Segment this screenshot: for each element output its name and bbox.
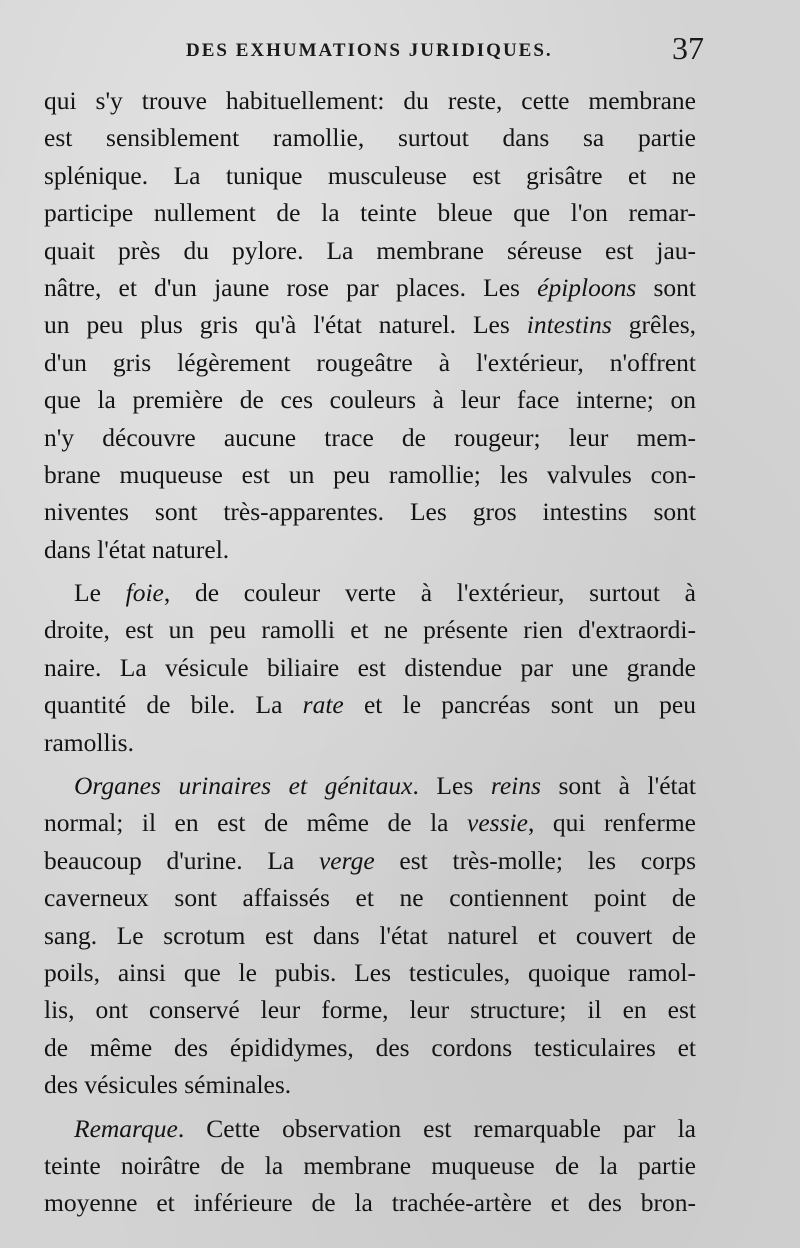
text-run: , de couleur verte à l'extérieur, surtout à xyxy=(163,578,696,608)
text-line xyxy=(44,531,696,568)
text-run: moyenne et inférieure de la trachée-artère et des bron- xyxy=(44,1188,696,1218)
running-head: DES EXHUMATIONS JURIDIQUES. xyxy=(186,40,553,61)
text-line xyxy=(44,119,696,156)
text-line xyxy=(44,419,696,456)
italic-term: foie xyxy=(125,578,164,608)
text-line xyxy=(44,306,696,343)
text-run: ramollis. xyxy=(44,727,134,757)
text-line xyxy=(44,954,696,991)
text-run: . Cette observation est remarquable par la xyxy=(177,1113,696,1143)
text-run: sont xyxy=(636,272,696,302)
text-line xyxy=(44,767,696,804)
text-line xyxy=(44,194,696,231)
text-line xyxy=(44,157,696,194)
text-line xyxy=(44,991,696,1028)
italic-term: reins xyxy=(490,771,541,801)
text-line xyxy=(44,493,696,530)
text-line xyxy=(44,82,696,119)
italic-term: Remarque xyxy=(74,1113,178,1143)
text-line xyxy=(44,724,696,761)
text-line xyxy=(44,611,696,648)
text-line xyxy=(44,1110,696,1147)
italic-term: intestins xyxy=(526,310,612,340)
text-line xyxy=(44,269,696,306)
text-run: niventes sont très-apparentes. Les gros intestins sont xyxy=(44,497,696,527)
paragraph xyxy=(44,1110,696,1222)
text-run: et le pancréas sont un peu xyxy=(343,690,696,720)
text-line xyxy=(44,574,696,611)
text-line xyxy=(44,804,696,841)
text-run: que la première de ces couleurs à leur face interne; on xyxy=(44,385,696,415)
text-run: lis, ont conservé leur forme, leur structure; il en est xyxy=(44,995,696,1025)
italic-term: verge xyxy=(318,845,375,875)
paragraph xyxy=(44,767,696,1104)
text-run: dans l'état naturel. xyxy=(44,534,230,564)
text-line xyxy=(44,1029,696,1066)
text-line xyxy=(44,1066,696,1103)
text-run: droite, est un peu ramolli et ne présente rien d'extraordi- xyxy=(44,615,696,645)
text-run: participe nullement de la teinte bleue que l'on remar- xyxy=(44,198,696,228)
text-line xyxy=(44,344,696,381)
text-run: est très-molle; les corps xyxy=(374,845,697,875)
text-run: d'un gris légèrement rougeâtre à l'extérieur, n'offrent xyxy=(44,347,696,377)
text-run: teinte noirâtre de la membrane muqueuse de la partie xyxy=(44,1150,696,1180)
text-run: quantité de bile. La xyxy=(44,690,303,720)
text-run: Le xyxy=(74,578,126,608)
text-run: , qui renferme xyxy=(527,808,696,838)
text-run: un peu plus gris qu'à l'état naturel. Les xyxy=(44,310,527,340)
text-run: des vésicules séminales. xyxy=(44,1070,292,1100)
italic-term: rate xyxy=(302,690,344,720)
text-line xyxy=(44,456,696,493)
italic-term: Organes urinaires et génitaux xyxy=(74,771,413,801)
paragraph xyxy=(44,82,696,568)
text-line xyxy=(44,381,696,418)
text-run: poils, ainsi que le pubis. Les testicules, quoique ramol- xyxy=(44,957,696,987)
text-line xyxy=(44,879,696,916)
text-run: n'y découvre aucune trace de rougeur; leur mem- xyxy=(44,422,696,452)
text-run: caverneux sont affaissés et ne contiennent point de xyxy=(44,883,696,913)
text-run: splénique. La tunique musculeuse est grisâtre et ne xyxy=(44,160,696,190)
italic-term: épiploons xyxy=(537,272,637,302)
text-run: sang. Le scrotum est dans l'état naturel et couvert de xyxy=(44,920,696,950)
paragraph xyxy=(44,574,696,761)
text-line xyxy=(44,1147,696,1184)
text-run: normal; il en est de même de la xyxy=(44,808,468,838)
text-line xyxy=(44,649,696,686)
text-run: beaucoup d'urine. La xyxy=(44,845,319,875)
text-run: qui s'y trouve habituellement: du reste, cette membrane xyxy=(44,86,696,115)
text-line xyxy=(44,842,696,879)
text-run: . Les xyxy=(412,771,491,801)
page-number: 37 xyxy=(672,30,704,66)
text-run: est sensiblement ramollie, surtout dans sa partie xyxy=(44,123,696,153)
text-run: brane muqueuse est un peu ramollie; les valvules con- xyxy=(44,459,696,489)
text-line xyxy=(44,917,696,954)
text-line xyxy=(44,1184,696,1221)
text-run: de même des épididymes, des cordons testiculaires et xyxy=(44,1032,696,1062)
text-run: nâtre, et d'un jaune rose par places. Les xyxy=(44,272,538,302)
italic-term: vessie xyxy=(467,808,528,838)
text-run: sont à l'état xyxy=(540,771,697,801)
text-run: naire. La vésicule biliaire est distendue par une grande xyxy=(44,652,696,682)
text-line xyxy=(44,686,696,723)
text-run: grêles, xyxy=(611,310,696,340)
text-line xyxy=(44,232,696,269)
text-run: quait près du pylore. La membrane séreuse est jau- xyxy=(44,235,696,265)
body-text xyxy=(44,82,696,1222)
